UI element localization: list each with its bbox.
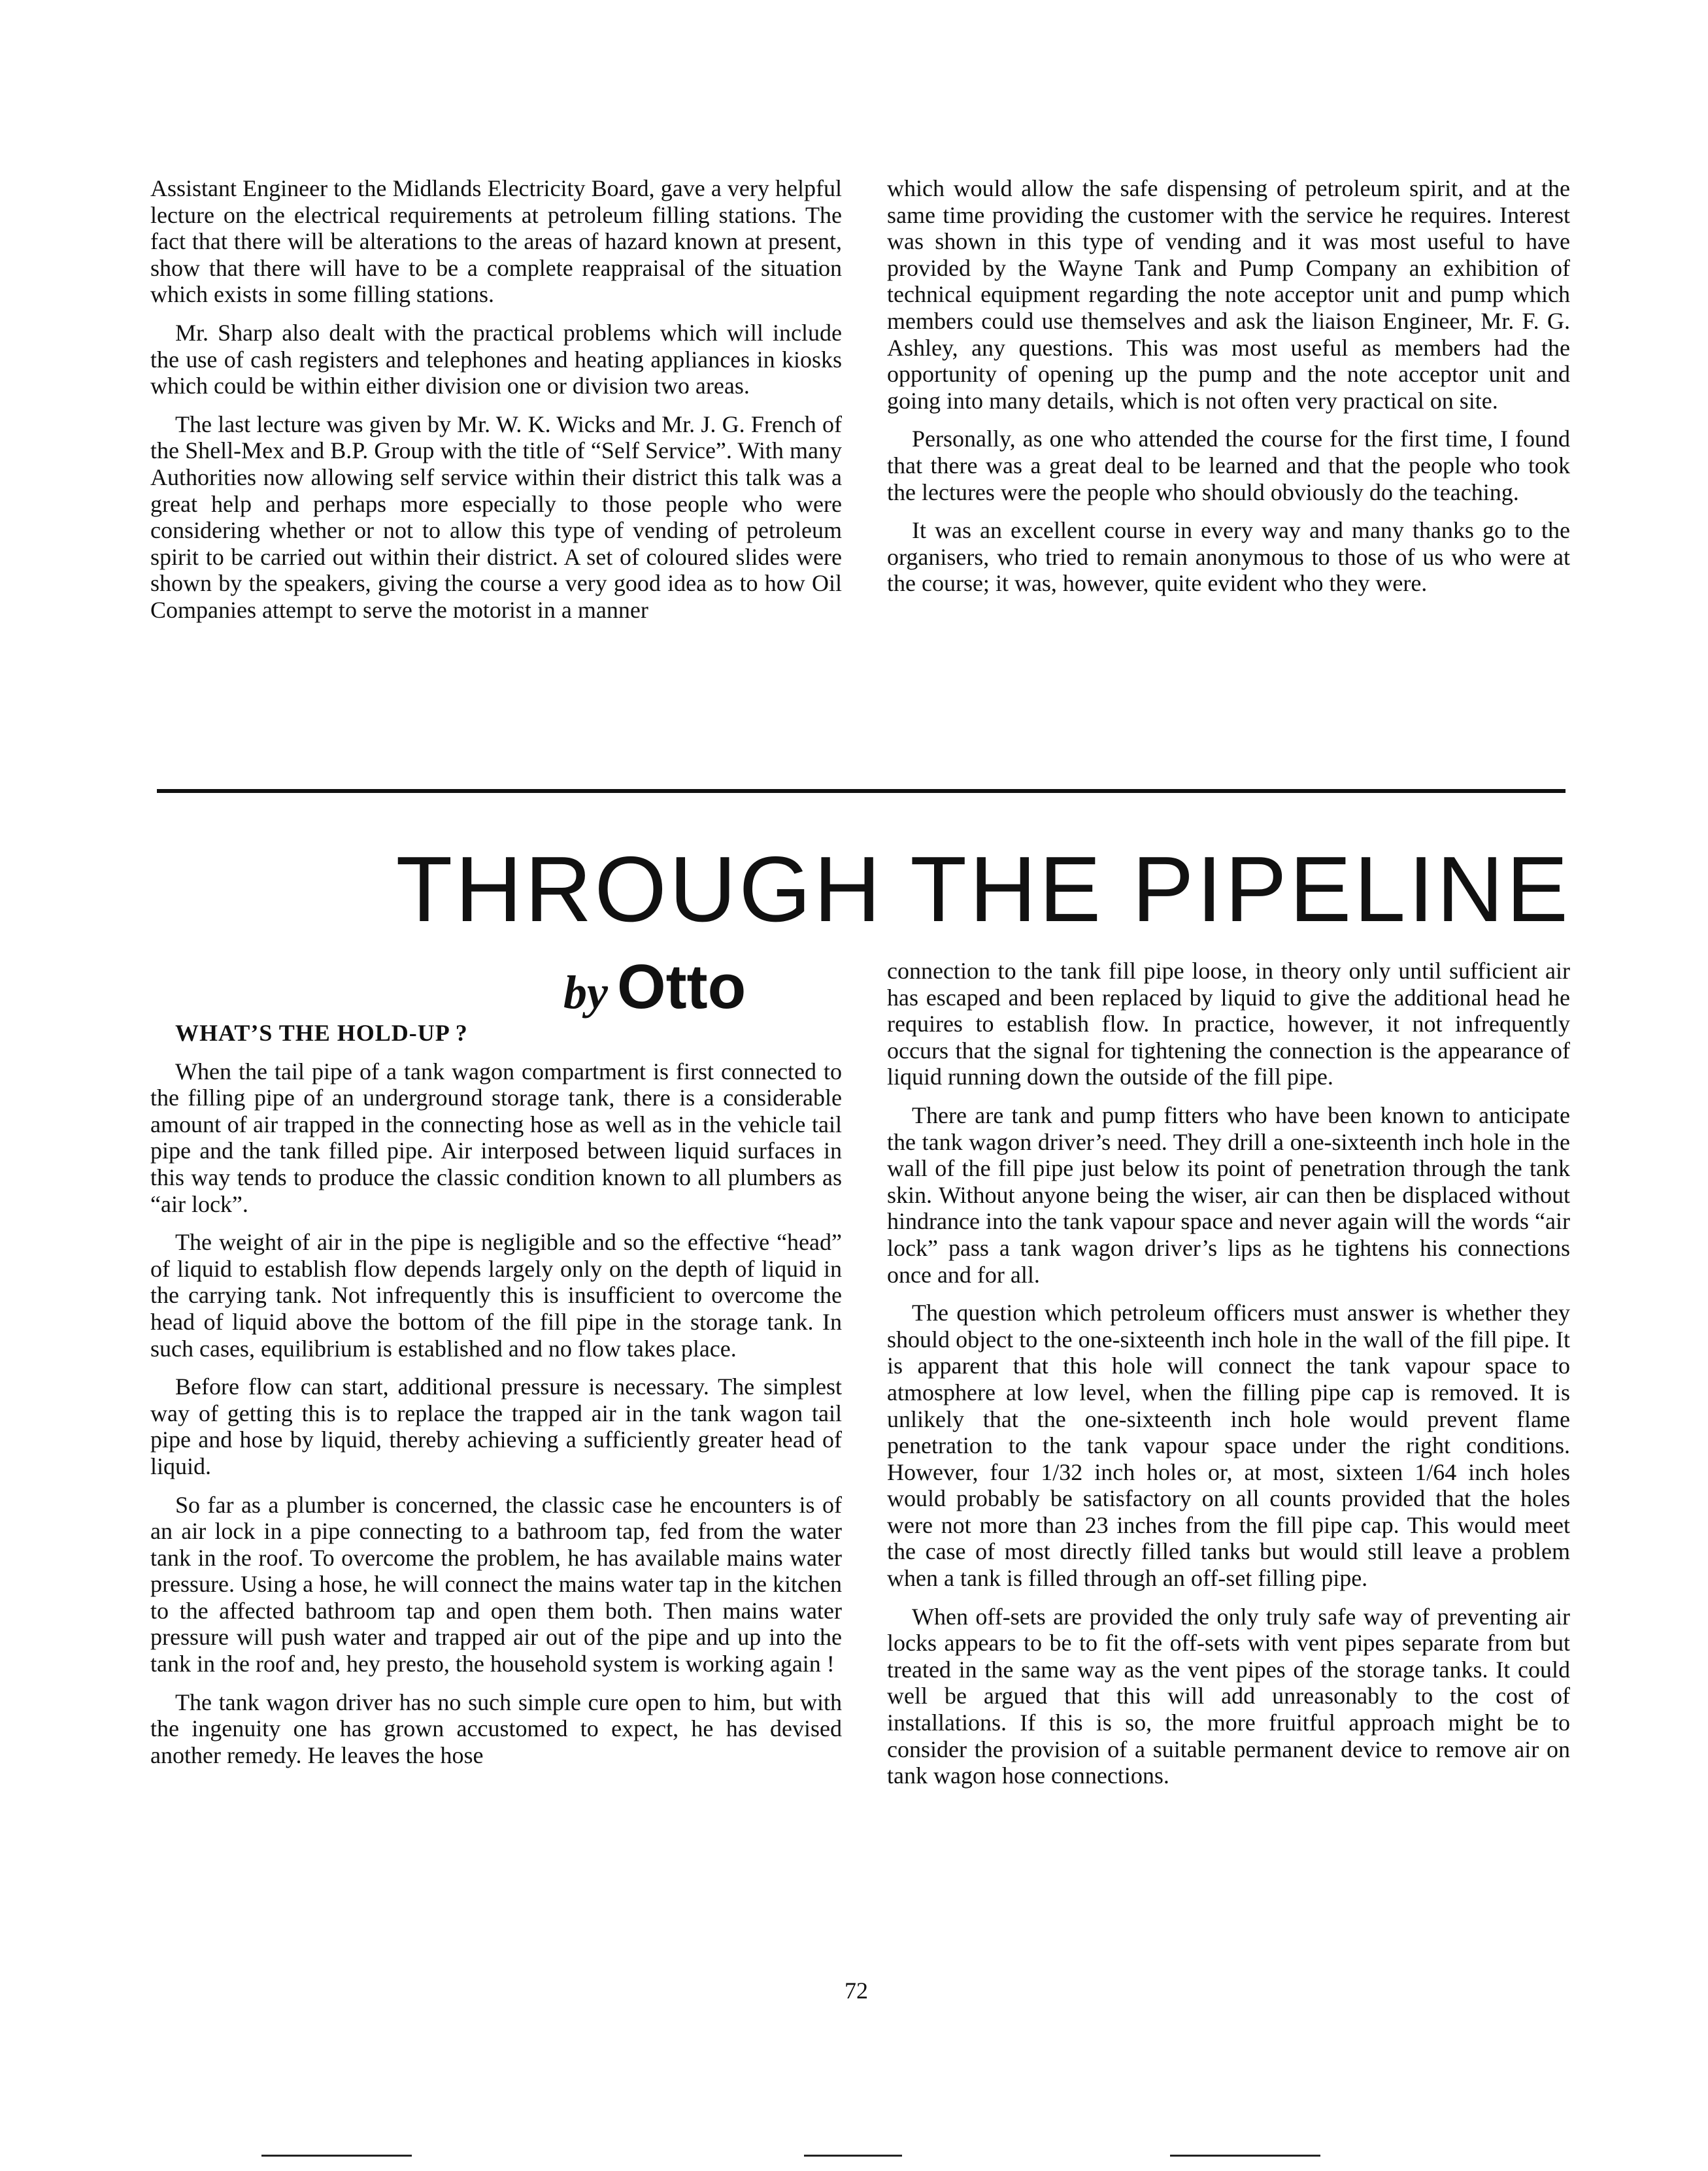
text-paragraph: Before flow can start, additional pressure is necessary. The simplest way of getting this is to replace the trapped air in the tank wagon tail pipe and hose by liquid, thereby achieving a sufficiently greater head of liquid. [150,1373,842,1479]
article-subheading: WHAT’S THE HOLD-UP ? [175,1020,468,1046]
text-paragraph: The question which petroleum officers must answer is whether they should object to the one-sixteenth inch hole in the wall of the fill pipe. It is apparent that this hole will connect the tank vapour space to atmosphere at low level, when the filling pipe cap is removed. It is unlikely that the one-sixteenth inch hole would prevent flame penetration to the tank vapour space under the right conditions. However, four 1/32 inch holes or, at most, sixteen 1/64 inch holes would probably be satisfactory on all counts provided that the holes were not more than 23 inches from the fill pipe cap. This would meet the case of most directly filled tanks but would still leave a problem when a tank is filled through an off-set filling pipe. [887,1300,1570,1592]
previous-article-right-column [887,175,1570,609]
article-right-column [887,958,1570,1801]
footer-rule [261,2155,412,2157]
article-title: THROUGH THE PIPELINE [395,837,1571,941]
text-paragraph: So far as a plumber is concerned, the classic case he encounters is of an air lock in a pipe connecting to a bathroom tap, fed from the water tank in the roof. To overcome the problem, he has available mains water pressure. Using a hose, he will connect the mains water tap in the kitchen to the affected bathroom tap and open them both. Then mains water pressure will push water and trapped air out of the pipe and up into the tank in the roof and, hey presto, the household system is working again ! [150,1491,842,1677]
text-paragraph: There are tank and pump fitters who have been known to anticipate the tank wagon driver’s need. They drill a one-sixteenth inch hole in the wall of the fill pipe just below its point of penetration through the tank skin. Without anyone being the wiser, air can then be displaced without hindrance into the tank vapour space and never again will the words “air lock” pass a tank wagon driver’s lips as he tightens his connections once and for all. [887,1102,1570,1288]
text-paragraph: connection to the tank fill pipe loose, in theory only until sufficient air has escaped and been replaced by liquid to give the additional head he requires to establish flow. In practice, however, it not infrequently occurs that the signal for tightening the connection is the appearance of liquid running down the outside of the fill pipe. [887,958,1570,1090]
text-paragraph: The last lecture was given by Mr. W. K. Wicks and Mr. J. G. French of the Shell-Mex and B.P. Group with the title of “Self Service”. With many Authorities now allowing self service within their district this talk was a great help and perhaps more especially to those people who were considering whether or not to allow this type of vending of petroleum spirit to be carried out within their district. A set of coloured slides were shown by the speakers, giving the course a very good idea as to how Oil Companies attempt to serve the motorist in a manner [150,411,842,623]
text-paragraph: The tank wagon driver has no such simple cure open to him, but with the ingenuity one has grown accustomed to expect, he has devised another remedy. He leaves the hose [150,1689,842,1768]
text-paragraph: The weight of air in the pipe is negligible and so the effective “head” of liquid to establish flow depends largely only on the depth of liquid in the carrying tank. Not infrequently this is insufficient to overcome the head of liquid above the bottom of the fill pipe in the storage tank. In such cases, equilibrium is established and no flow takes place. [150,1229,842,1362]
text-paragraph: Personally, as one who attended the course for the first time, I found that there was a great deal to be learned and that the people who took the lectures were the people who should obviously do the teaching. [887,426,1570,505]
byline-prefix: by [563,966,608,1018]
text-paragraph: It was an excellent course in every way and many thanks go to the organisers, who tried to remain anonymous to those of us who were at the course; it was, however, quite evident who they were. [887,517,1570,597]
text-paragraph: When off-sets are provided the only truly safe way of preventing air locks appears to be to fit the off-sets with vent pipes separate from but treated in the same way as the vent pipes of the storage tanks. It could well be argued that this will add unreasonably to the cost of installations. If this is so, the more fruitful approach might be to consider the provision of a suitable permanent device to remove air on tank wagon hose connections. [887,1603,1570,1789]
text-paragraph: which would allow the safe dispensing of petroleum spirit, and at the same time providing the customer with the service he requires. Interest was shown in this type of vending and it was most useful to have provided by the Wayne Tank and Pump Company an exhibition of technical equipment regarding the note acceptor unit and pump which members could use themselves and ask the liaison Engineer, Mr. F. G. Ashley, any questions. This was most useful as members had the opportunity of opening up the pump and the note acceptor unit and going into many details, which is not often very practical on site. [887,175,1570,414]
text-paragraph: Mr. Sharp also dealt with the practical problems which will include the use of cash registers and telephones and heating appliances in kiosks which could be within either division one or division two areas. [150,319,842,399]
text-paragraph: Assistant Engineer to the Midlands Electricity Board, gave a very helpful lecture on the electrical requirements at petroleum filling stations. The fact that there will be alterations to the areas of hazard known at present, show that there will have to be a complete reappraisal of the situation which exists in some filling stations. [150,175,842,308]
article-byline [563,952,746,1022]
previous-article-left-column [150,175,842,635]
article-left-column [150,1020,842,1780]
section-divider [157,789,1566,793]
page-number: 72 [845,1977,868,2004]
text-paragraph: When the tail pipe of a tank wagon compartment is first connected to the filling pipe of an underground storage tank, there is a considerable amount of air trapped in the connecting hose as well as in the vehicle tail pipe and the tank filled pipe. Air interposed between liquid surfaces in this way tends to produce the classic condition known to all plumbers as “air lock”. [150,1058,842,1217]
footer-rule [804,2155,902,2157]
author-name: Otto [616,952,746,1022]
footer-rule [1170,2155,1320,2157]
